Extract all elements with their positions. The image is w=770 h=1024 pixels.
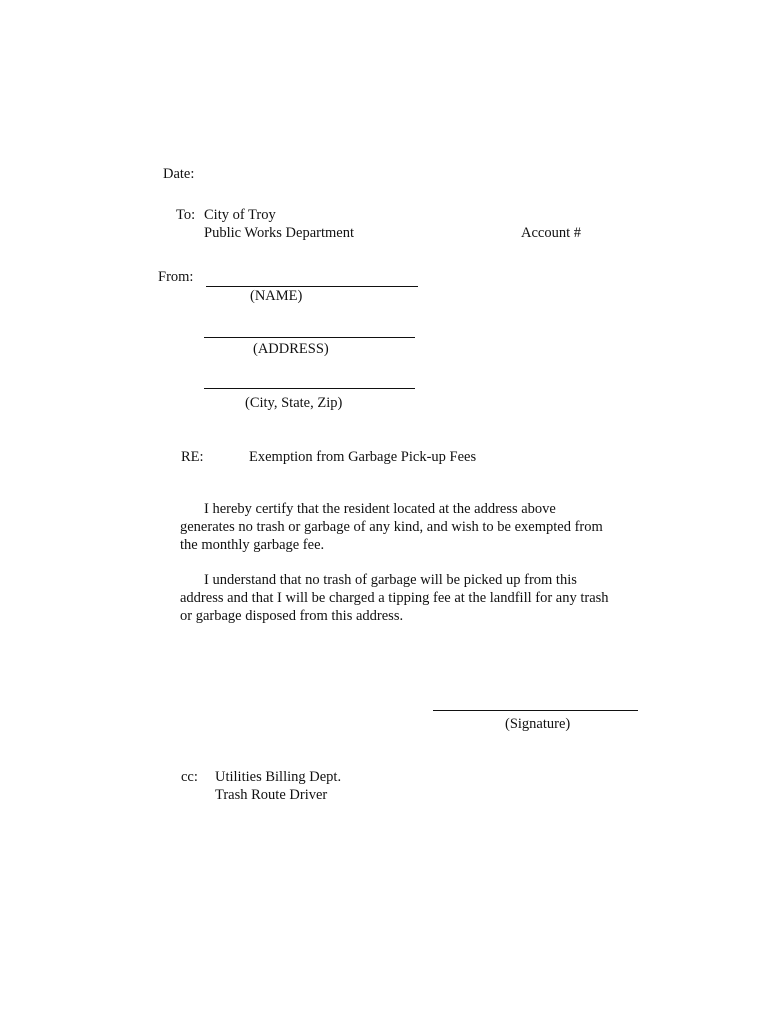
name-fill-line[interactable] [206, 286, 418, 287]
account-number-label: Account # [521, 225, 581, 241]
re-label: RE: [181, 449, 204, 465]
signature-caption: (Signature) [505, 716, 571, 732]
address-fill-line[interactable] [204, 337, 415, 338]
name-caption: (NAME) [250, 288, 303, 304]
recipient-department: Public Works Department [204, 225, 354, 241]
cc-recipient: Trash Route Driver [215, 787, 328, 803]
to-label: To: [176, 207, 196, 223]
city-state-zip-fill-line[interactable] [204, 388, 415, 389]
paragraph2-line: address and that I will be charged a tipping fee at the landfill for any trash [180, 590, 609, 606]
date-label: Date: [163, 166, 195, 182]
from-label: From: [158, 269, 194, 285]
paragraph2-line: or garbage disposed from this address. [180, 608, 404, 624]
paragraph1-line: generates no trash or garbage of any kind, and wish to be exempted from [180, 519, 603, 535]
cc-recipient: Utilities Billing Dept. [215, 769, 342, 785]
paragraph1-line: I hereby certify that the resident located at the address above [204, 501, 556, 517]
signature-fill-line[interactable] [433, 710, 638, 711]
paragraph2-line: I understand that no trash of garbage will be picked up from this [204, 572, 577, 588]
subject-text: Exemption from Garbage Pick-up Fees [249, 449, 477, 465]
city-state-zip-caption: (City, State, Zip) [245, 395, 343, 411]
recipient-name: City of Troy [204, 207, 276, 223]
cc-label: cc: [181, 769, 198, 785]
paragraph1-line: the monthly garbage fee. [180, 537, 325, 553]
address-caption: (ADDRESS) [253, 341, 329, 357]
